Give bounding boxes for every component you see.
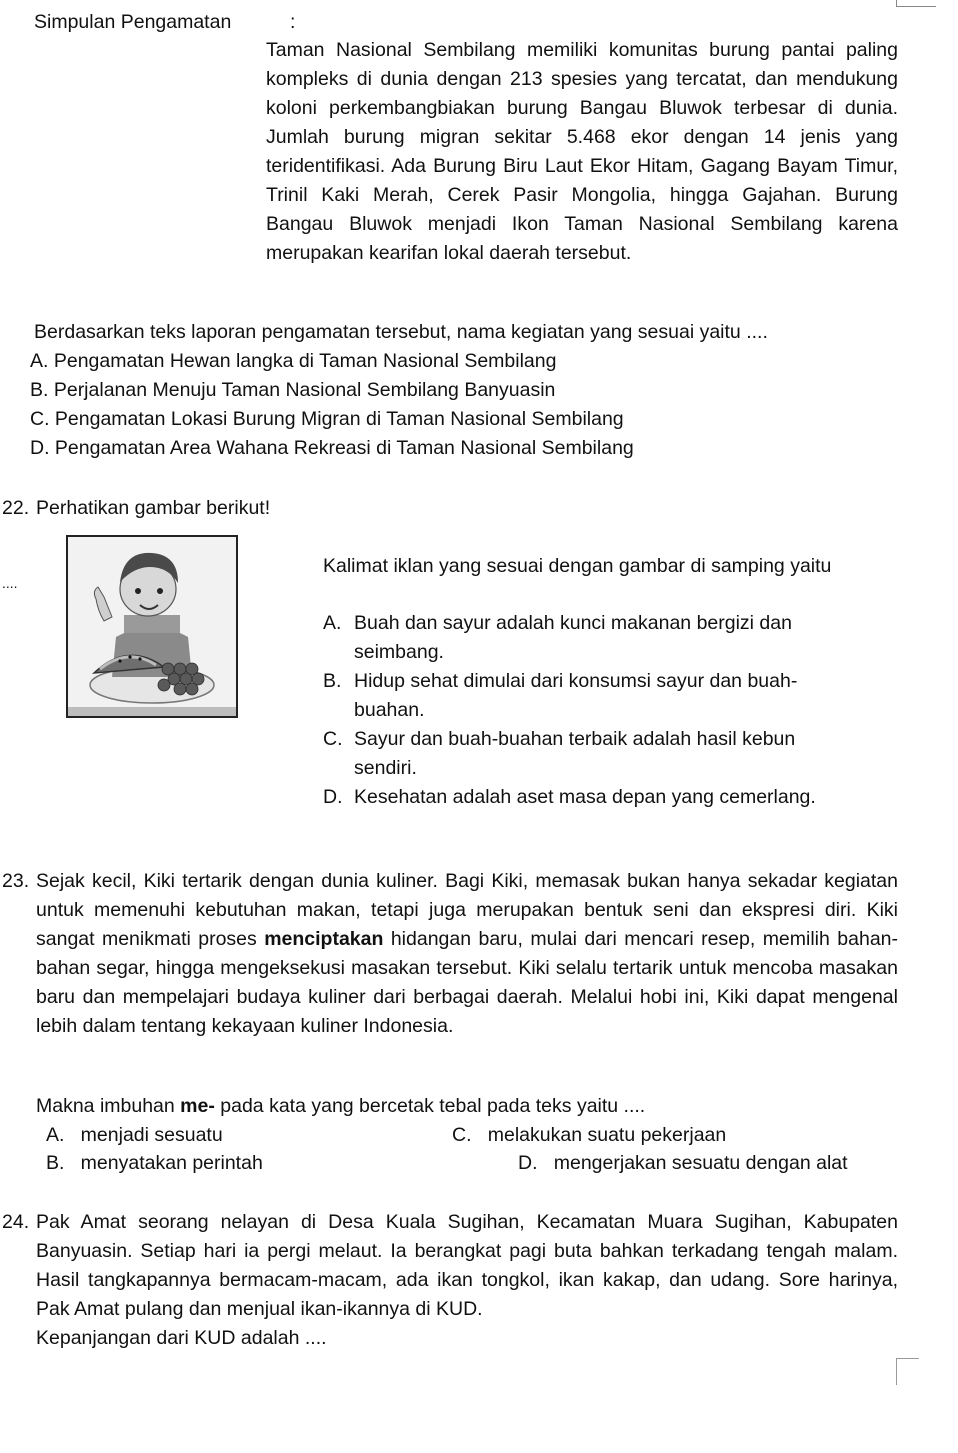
q22-intro: Perhatikan gambar berikut!: [36, 497, 271, 519]
summary-colon: :: [290, 11, 296, 33]
q23-option-a: A. menjadi sesuatu: [46, 1124, 223, 1146]
q23-number: 23.: [2, 870, 30, 892]
page-corner-mark-bottom: [896, 1358, 919, 1385]
page-corner-mark-top: [896, 6, 936, 7]
q22-option-b-line1: Hidup sehat dimulai dari konsumsi sayur dan buah-: [354, 670, 798, 692]
q23-question-bold: me-: [180, 1095, 215, 1117]
q22-number: 22.: [2, 497, 30, 519]
q23-question-after: pada kata yang bercetak tebal pada teks yaitu ....: [214, 1095, 646, 1117]
summary-paragraph: Taman Nasional Sembilang memiliki komunitas burung pantai paling kompleks di dunia dengan 213 spesies yang tercatat, dan mendukung koloni perkembangbiakan burung Bangau Bluwok terbesar di dunia. Jumlah burung migran sekitar 5.468 ekor dengan 14 jenis yang teridentifikasi. Ada Burung Biru Laut Ekor Hitam, Gagang Bayam Timur, Trinil Kaki Merah, Cerek Pasir Mongolia, hingga Gajahan. Burung Bangau Bluwok menjadi Ikon Taman Nasional Sembilang karena merupakan kearifan lokal daerah tersebut.: [266, 39, 898, 264]
q22-option-d-letter: D.: [323, 786, 343, 808]
q23-passage-before: Sejak kecil, Kiki tertarik dengan dunia kuliner. Bagi Kiki, memasak bukan hanya sekadar kegiatan untuk memenuhi kebutuhan makan, tetapi juga merupakan bentuk seni dan ekspresi diri. Kiki sangat menikmati proses: [36, 870, 898, 950]
q23-question-before: Makna imbuhan: [36, 1095, 181, 1117]
q22-option-c-letter: C.: [323, 728, 343, 750]
child-with-fruit-icon: [68, 537, 236, 716]
summary-label: Simpulan Pengamatan: [34, 11, 232, 33]
q22-option-a-line1: Buah dan sayur adalah kunci makanan bergizi dan: [354, 612, 792, 634]
q22-option-a-letter: A.: [323, 612, 342, 634]
q24-question: Kepanjangan dari KUD adalah ....: [36, 1327, 327, 1349]
q24-number: 24.: [2, 1211, 30, 1233]
q22-option-b-line2: buahan.: [354, 699, 425, 721]
q22-dots: ....: [2, 575, 18, 591]
q23-passage-after: hidangan baru, mulai dari mencari resep, memilih bahan-bahan segar, hingga mengeksekusi masakan tersebut. Kiki selalu tertarik untuk mencoba masakan baru dan mempelajari budaya kuliner dari berbagai daerah. Melalui hobi ini, Kiki dapat mengenal lebih dalam tentang kekayaan kuliner Indonesia.: [36, 928, 898, 1037]
q23-option-b: B. menyatakan perintah: [46, 1152, 263, 1174]
q21-option-a: A. Pengamatan Hewan langka di Taman Nasional Sembilang: [30, 350, 557, 372]
q21-option-c: C. Pengamatan Lokasi Burung Migran di Taman Nasional Sembilang: [30, 408, 624, 430]
q21-question: Berdasarkan teks laporan pengamatan tersebut, nama kegiatan yang sesuai yaitu ....: [34, 321, 768, 343]
q22-question: Kalimat iklan yang sesuai dengan gambar di samping yaitu: [323, 555, 832, 577]
child-eating-fruit-illustration: [66, 535, 238, 718]
q23-passage: [36, 867, 898, 1041]
q23-option-c: C. melakukan suatu pekerjaan: [452, 1124, 727, 1146]
q23-question: [36, 1092, 645, 1121]
q22-option-d-line1: Kesehatan adalah aset masa depan yang cemerlang.: [354, 786, 816, 808]
q21-option-b: B. Perjalanan Menuju Taman Nasional Sembilang Banyuasin: [30, 379, 556, 401]
q23-option-d: D. mengerjakan sesuatu dengan alat: [518, 1152, 848, 1174]
q22-option-b-letter: B.: [323, 670, 342, 692]
q24-passage: Pak Amat seorang nelayan di Desa Kuala Sugihan, Kecamatan Muara Sugihan, Kabupaten Banyuasin. Setiap hari ia pergi melaut. Ia berangkat pagi buta bahkan terkadang tengah malam. Hasil tangkapannya bermacam-macam, ada ikan tongkol, ikan kakap, dan udang. Sore harinya, Pak Amat pulang dan menjual ikan-ikannya di KUD.: [36, 1211, 898, 1320]
q22-option-a-line2: seimbang.: [354, 641, 444, 663]
q21-option-d: D. Pengamatan Area Wahana Rekreasi di Taman Nasional Sembilang: [30, 437, 634, 459]
q22-option-c-line2: sendiri.: [354, 757, 417, 779]
q23-bold-word: menciptakan: [264, 928, 384, 950]
q22-option-c-line1: Sayur dan buah-buahan terbaik adalah hasil kebun: [354, 728, 796, 750]
